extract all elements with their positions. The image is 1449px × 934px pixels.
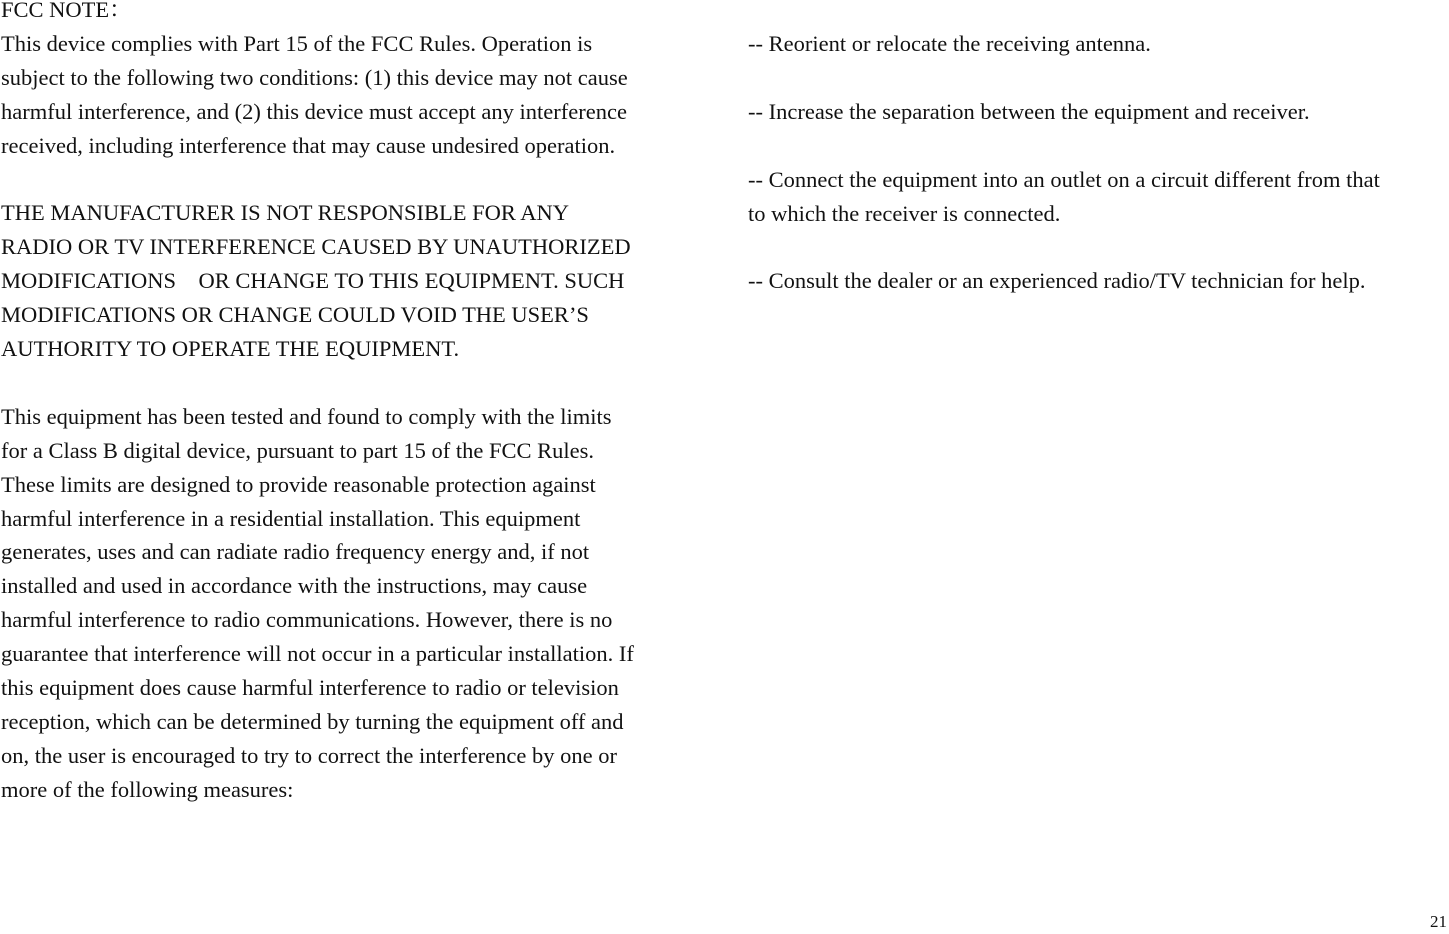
paragraph-line: These limits are designed to provide reasonable protection against xyxy=(1,471,596,497)
right-column xyxy=(748,27,1448,298)
measure-item xyxy=(748,264,1448,298)
paragraph-line: reception, which can be determined by turning the equipment off and xyxy=(1,709,624,734)
paragraph-line: subject to the following two conditions: (1) this device may not cause xyxy=(1,64,628,90)
compliance-paragraph xyxy=(1,27,713,163)
measure-line: -- Connect the equipment into an outlet on a circuit different from that xyxy=(748,166,1380,192)
measure-line: -- Increase the separation between the equipment and receiver. xyxy=(748,98,1310,124)
measure-line: to which the receiver is connected. xyxy=(748,200,1061,226)
measure-item xyxy=(748,163,1448,231)
paragraph-line: This device complies with Part 15 of the FCC Rules. Operation is xyxy=(1,30,593,56)
paragraph-line: This equipment has been tested and found to comply with the limits xyxy=(1,403,612,429)
paragraph-line: on, the user is encouraged to try to correct the interference by one or xyxy=(1,742,617,768)
class-b-limits-paragraph xyxy=(1,400,713,807)
paragraph-line: THE MANUFACTURER IS NOT RESPONSIBLE FOR ANY xyxy=(1,200,569,226)
paragraph-line: harmful interference in a residential installation. This equipment xyxy=(1,505,581,531)
paragraph-line: more of the following measures: xyxy=(1,776,294,802)
fcc-note-heading: FCC NOTE： xyxy=(1,0,132,22)
paragraph-line: received, including interference that may cause undesired operation. xyxy=(1,132,616,158)
paragraph-line: guarantee that interference will not occur in a particular installation. If xyxy=(1,641,634,667)
manufacturer-disclaimer-paragraph xyxy=(1,196,713,366)
measure-item xyxy=(748,95,1448,129)
paragraph-line: harmful interference, and (2) this device must accept any interference xyxy=(1,98,627,124)
page-number: 21 xyxy=(1430,912,1447,931)
paragraph-line: MODIFICATIONS OR CHANGE COULD VOID THE USER’S xyxy=(1,302,589,328)
measure-line: -- Reorient or relocate the receiving antenna. xyxy=(748,31,1151,56)
measure-item xyxy=(748,27,1448,61)
paragraph-line: this equipment does cause harmful interference to radio or television xyxy=(1,675,619,701)
paragraph-line: RADIO OR TV INTERFERENCE CAUSED BY UNAUTHORIZED xyxy=(1,234,631,260)
paragraph-line: AUTHORITY TO OPERATE THE EQUIPMENT. xyxy=(1,336,460,362)
paragraph-line: generates, uses and can radiate radio frequency energy and, if not xyxy=(1,539,590,565)
paragraph-line: MODIFICATIONS OR CHANGE TO THIS EQUIPMENT. SUCH xyxy=(1,268,625,294)
paragraph-line: for a Class B digital device, pursuant to part 15 of the FCC Rules. xyxy=(1,437,595,463)
measure-line: -- Consult the dealer or an experienced radio/TV technician for help. xyxy=(748,268,1366,294)
paragraph-line: harmful interference to radio communications. However, there is no xyxy=(1,607,613,633)
left-column xyxy=(1,0,713,807)
paragraph-line: installed and used in accordance with the instructions, may cause xyxy=(1,573,588,599)
